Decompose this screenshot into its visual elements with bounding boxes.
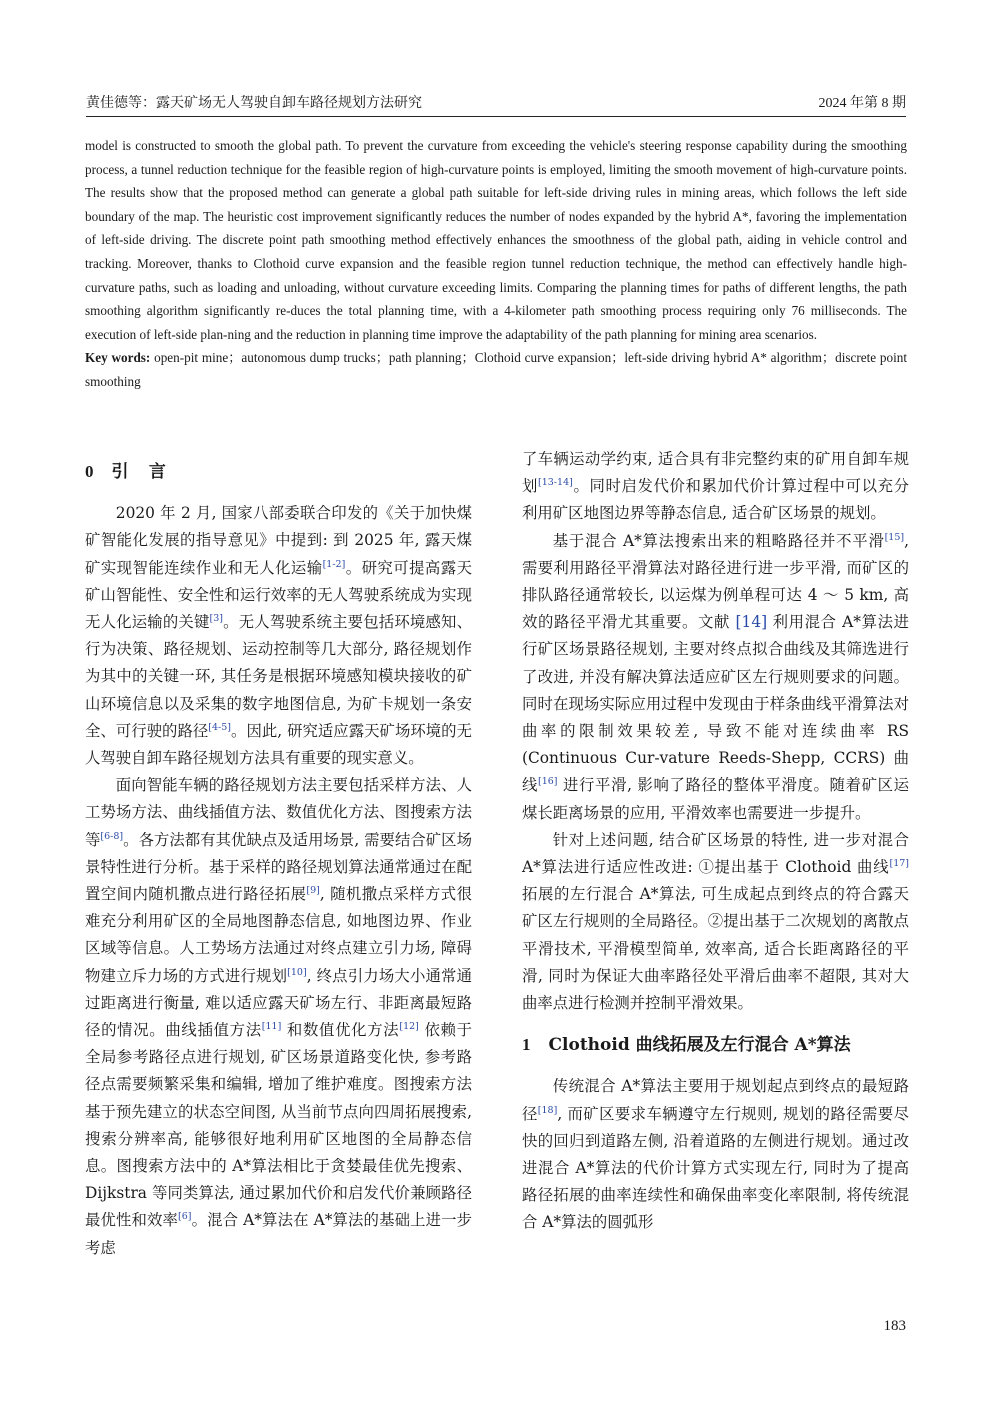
citation-inline[interactable]: [14]: [735, 613, 768, 632]
paragraph: [522, 528, 909, 827]
citation[interactable]: [9]: [306, 885, 320, 897]
paragraph: [522, 446, 909, 528]
citation[interactable]: [10]: [287, 966, 307, 978]
text-run: 。各方法都有其优缺点及适用场景, 需要结合矿区场景特性进行分析。基于采样的路径规划算法通常通过在配置空间内随机撒点进行路径拓展: [85, 830, 472, 904]
left-column: [85, 446, 472, 1262]
section-number: 1: [522, 1035, 531, 1055]
citation[interactable]: [18]: [537, 1104, 558, 1116]
paragraph: [522, 827, 909, 1017]
citation[interactable]: [12]: [399, 1021, 419, 1033]
citation[interactable]: [16]: [538, 776, 558, 788]
citation[interactable]: [3]: [209, 613, 223, 625]
section-title: Clothoid 曲线拓展及左行混合 A*算法: [548, 1035, 851, 1056]
text-run: 进行平滑, 影响了路径的整体平滑度。随着矿区运煤长距离场景的应用, 平滑效率也需要进一步提升。: [522, 776, 909, 822]
text-run: 了车辆运动学约束, 适合具有非完整约束的矿用自卸车规划: [522, 450, 909, 496]
text-run: , 终点引力场大小通常通过距离进行衡量, 难以适应露天矿场左行、非距离最短路径的情况。曲线插值方法: [85, 966, 472, 1040]
header-issue: 2024 年第 8 期: [818, 96, 906, 111]
text-run: , 而矿区要求车辆遵守左行规则, 规划的路径需要尽快的回归到道路左侧, 沿着道路的左侧进行规划。通过改进混合 A*算法的代价计算方式实现左行, 同时为了提高路径拓展的曲率连续性和确保曲率变化率限制, 将传统混合 A*算法的圆弧形: [522, 1104, 909, 1232]
citation[interactable]: [13-14]: [538, 477, 573, 489]
right-column: [522, 446, 909, 1237]
text-run: 。同时启发代价和累加代价计算过程中可以充分利用矿区地图边界等静态信息, 适合矿区场景的规划。: [522, 477, 909, 523]
paragraph: [85, 772, 472, 1262]
keywords: [85, 346, 907, 393]
section-heading-0: [85, 458, 472, 486]
text-run: 基于混合 A*算法搜索出来的粗略路径并不平滑: [552, 531, 885, 550]
citation[interactable]: [4-5]: [208, 721, 232, 733]
text-run: 和数值优化方法: [281, 1021, 400, 1040]
citation[interactable]: [1-2]: [322, 558, 346, 570]
text-run: 利用混合 A*算法进行矿区场景路径规划, 主要对终点拟合曲线及其筛选进行了改进, 并没有解决算法适应矿区左行规则要求的问题。同时在现场实际应用过程中发现由于样条曲线平滑算法对曲率的限制效果较差, 导致不能对连续曲率 RS (Continuous Cur-vature Reeds-Shepp, CCRS) 曲线: [522, 613, 909, 795]
citation[interactable]: [6]: [178, 1211, 192, 1223]
paragraph: [522, 1073, 909, 1236]
keywords-text: open-pit mine；autonomous dump trucks；path planning；Clothoid curve expansion；left-side driving hybrid A* algorithm；discrete point smoothing: [85, 350, 907, 389]
text-run: 。因此, 研究适应露天矿场环境的无人驾驶自卸车路径规划方法具有重要的现实意义。: [85, 721, 472, 768]
text-run: 传统混合 A*算法主要用于规划起点到终点的最短路径: [522, 1077, 909, 1123]
abstract-text: model is constructed to smooth the global path. To prevent the curvature from exceeding the vehicle's steering response capability during the smoothing process, a tunnel reduction technique for the feasible region of high-curvature points is employed, limiting the smooth movement of high-curvature points. The results show that the proposed method can generate a global path suitable for left-side driving rules in mining areas, which follows the left side boundary of the map. The heuristic cost improvement significantly reduces the number of nodes expanded by the hybrid A*, favoring the implementation of left-side driving. The discrete point path smoothing method effectively enhances the smoothness of the global path, aiding in vehicle control and tracking. Moreover, thanks to Clothoid curve expansion and the feasible region tunnel reduction technique, the method can effectively handle high-curvature paths, such as loading and unloading, without curvature exceeding limits. Comparing the planning times for paths of different lengths, the path smoothing algorithm significantly re-duces the total planning time, with a 4-kilometer path smoothing process requiring only 76 milliseconds. The execution of left-side plan-ning and the reduction in planning time improve the adaptability of the path planning for mining area scenarios.: [85, 138, 907, 342]
header-title: 黄佳德等：露天矿场无人驾驶自卸车路径规划方法研究: [86, 95, 422, 111]
running-header: [86, 90, 906, 117]
text-run: 。研究可提高露天矿山智能性、安全性和运行效率的无人驾驶系统成为实现无人化运输的关键: [85, 558, 472, 632]
citation[interactable]: [15]: [884, 531, 905, 543]
section-number: 0: [85, 462, 94, 481]
text-run: 拓展的左行混合 A*算法, 可生成起点到终点的符合露天矿区左行规则的全局路径。②提出基于二次规划的离散点平滑技术, 平滑模型简单, 效率高, 适合长距离路径的平滑, 同时为保证大曲率路径处平滑后曲率不超限, 其对大曲率点进行检测并控制平滑效果。: [522, 885, 909, 1013]
text-run: 。混合 A*算法在 A*算法的基础上进一步考虑: [85, 1211, 472, 1257]
keywords-label: Key words:: [85, 350, 151, 366]
section-title: 引言: [111, 462, 187, 482]
english-abstract: [85, 134, 907, 394]
text-run: 。无人驾驶系统主要包括环境感知、行为决策、路径规划、运动控制等几大部分, 路径规划作为其中的关键一环, 其任务是根据环境感知模块接收的矿山环境信息以及采集的数字地图信息, 为矿卡规划一条安全、可行驶的路径: [85, 613, 472, 740]
text-run: , 需要利用路径平滑算法对路径进行进一步平滑, 而矿区的排队路径通常较长, 以运煤为例单程可达 4 ～ 5 km, 高效的路径平滑尤其重要。文献: [522, 531, 909, 632]
text-run: 针对上述问题, 结合矿区场景的特性, 进一步对混合 A*算法进行适应性改进: ①提出基于 Clothoid 曲线: [522, 830, 909, 877]
text-run: 面向智能车辆的路径规划方法主要包括采样方法、人工势场方法、曲线插值方法、数值优化方法、图搜索方法等: [85, 776, 472, 849]
citation[interactable]: [6-8]: [100, 830, 124, 842]
page-number: 183: [883, 1318, 906, 1334]
citation[interactable]: [11]: [261, 1021, 282, 1033]
text-run: 依赖于全局参考路径点进行规划, 矿区场景道路变化快, 参考路径点需要频繁采集和编辑, 增加了维护难度。图搜索方法基于预先建立的状态空间图, 从当前节点向四周拓展搜索, 搜索分辨率高, 能够很好地利用矿区地图的全局静态信息。图搜索方法中的 A*算法相比于贪婪最佳优先搜索、Dijkstra 等同类算法, 通过累加代价和启发代价兼顾路径最优性和效率: [85, 1021, 472, 1230]
text-run: 2020 年 2 月, 国家八部委联合印发的《关于加快煤矿智能化发展的指导意见》中提到: 到 2025 年, 露天煤矿实现智能连续作业和无人化运输: [85, 504, 472, 577]
citation[interactable]: [17]: [889, 858, 909, 870]
text-run: , 随机撒点采样方式很难充分利用矿区的全局地图静态信息, 如地图边界、作业区域等信息。人工势场方法通过对终点建立引力场, 障碍物建立斥力场的方式进行规划: [85, 885, 472, 985]
section-heading-1: [522, 1031, 909, 1059]
paragraph: [85, 500, 472, 772]
